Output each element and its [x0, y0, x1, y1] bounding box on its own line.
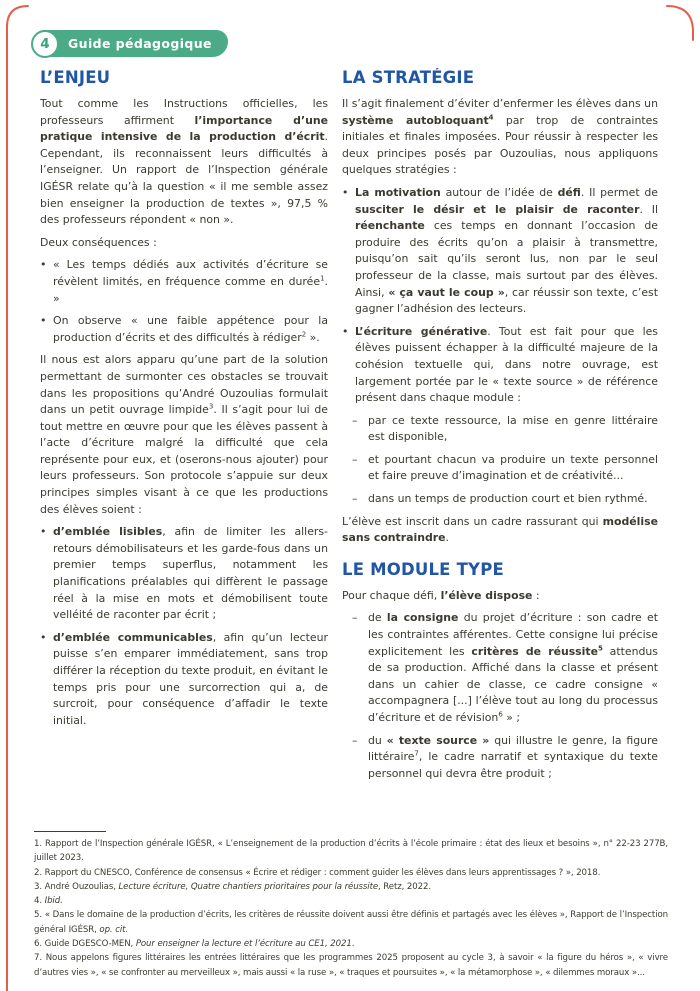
dash-item: – par ce texte ressource, la mise en genre littéraire est disponible,: [342, 413, 658, 446]
footnote-item: 2. Rapport du CNESCO, Conférence de consensus « Écrire et rédiger : comment guider les élèves dans leurs apprentissages ? », 2018.: [34, 867, 601, 878]
dash-item: – de la consigne du projet d’écriture : son cadre et les contraintes afférentes. Cette consigne lui précise explicitement les critères de réussite$^5$ attendus de sa production. Affiché dans la classe et présent dans un cahier de classe, ce cadre consigne « accompagnera [...] l’élève tout au long du processus d’écriture et de révision$^6$ » ;: [342, 610, 658, 726]
paragraph: Deux conséquences :: [40, 235, 157, 249]
dash-item: – et pourtant chacun va produire un texte personnel et faire preuve d’imagination et de créativité...: [342, 452, 658, 485]
section-title-module-type: LE MODULE TYPE: [342, 559, 504, 579]
column-right: [342, 68, 658, 826]
two-column-layout: [40, 68, 658, 826]
header-badge: [33, 30, 228, 57]
bullet-item: • « Les temps dédiés aux activités d’écriture se révèlent limités, en fréquence comme en durée$^1$. »: [40, 257, 328, 307]
dash-item: – dans un temps de production court et bien rythmé.: [342, 491, 658, 508]
dash-marker: –: [352, 733, 358, 747]
bullet-item: • d’emblée communicables, afin qu’un lecteur puisse s’en emparer immédiatement, sans trop différer la réception du texte produit, en évitant le temps pris pour une surcorrection qui a, de surcroit, pour conséquence d’affadir le texte initial.: [40, 630, 328, 730]
header-badge-label: Guide pédagogique: [68, 36, 212, 51]
section-title-strategie: LA STRATÉGIE: [342, 68, 475, 87]
footnote-item: 5. « Dans le domaine de la production d’écrits, les critères de réussite doivent aussi être définis et partagés avec les élèves », Rapport de l’Inspection général IGÉSR, op. cit.: [34, 910, 668, 935]
bullet-item: • La motivation autour de l’idée de défi. Il permet de susciter le désir et le plaisir de raconter. Il réenchante ces temps en donnant l’occasion de produire des écrits qu’on a plaisir à transmettre, puisqu’on sait qu’ils seront lus, non par le seul professeur de la classe, mais surtout par des élèves. Ainsi, « ça vaut le coup », car réussir son texte, c’est gagner l’adhésion des lecteurs.: [342, 185, 658, 318]
paragraph: Il nous est alors apparu qu’une part de la solution permettant de surmonter ces obstacles se trouvait dans les propositions qu’André Ouzoulias formulait dans un petit ouvrage limpide$^3$. Il s’agit pour lui de tout mettre en œuvre pour que les élèves passent à l’acte d’écriture malgré la difficulté que cela représente pour eux, et (oserons-nous ajouter) pour leurs professeurs. Son protocole s’appuie sur deux principes simples visant à ce que les productions des élèves soient :: [40, 353, 328, 516]
footnote-divider: [34, 831, 106, 832]
bullet-item: • d’emblée lisibles, afin de limiter les allers-retours démobilisateurs et les garde-fous dans un premier temps superflus, notamment les planifications préalables qui diffèrent le passage réel à la mise en mots et démobilisent toute velléité de raconter par écrit ;: [40, 524, 328, 624]
page-number-badge: 4: [31, 30, 59, 58]
dash-marker: –: [352, 492, 358, 506]
section-title-enjeu: L’ENJEU: [40, 68, 111, 87]
bullet-marker: •: [40, 314, 47, 328]
paragraph: Il s’agit finalement d’éviter d’enfermer les élèves dans un système autobloquant$^4$ par trop de contraintes initiales et finales imposées. Pour réussir à respecter les deux principes posés par Ouzoulias, nous appliquons quelques stratégies :: [342, 97, 658, 177]
bullet-marker: •: [342, 324, 349, 338]
dash-marker: –: [352, 452, 358, 466]
dash-item: – du « texte source » qui illustre le genre, la figure littéraire$^7$, le cadre narratif et syntaxique du texte personnel qui devra être produit ;: [342, 733, 658, 783]
bullet-marker: •: [40, 525, 47, 539]
footnote-item: 7. Nous appelons figures littéraires les entrées littéraires que les programmes 2025 proposent au cycle 3, à savoir « la figure du héros », « vivre d’autres vies », « se confronter au merveilleux », mais aussi « la ruse », « traques et poursuites », « la métamorphose », « dilemmes moraux »...: [34, 953, 668, 978]
footnote-item: 1. Rapport de l’Inspection générale IGÉSR, « L’enseignement de la production d’écrits à l’école primaire : état des lieux et besoins », n° 22-23 277B, juillet 2023.: [34, 839, 668, 864]
bullet-item: • L’écriture générative. Tout est fait pour que les élèves puissent échapper à la difficulté majeure de la cohésion textuelle qui, dans notre ouvrage, est largement portée par le « texte source » de référence présent dans chaque module :: [342, 324, 658, 407]
paragraph: L’élève est inscrit dans un cadre rassurant qui modélise sans contraindre.: [342, 514, 658, 545]
bullet-marker: •: [342, 185, 349, 199]
paragraph: Pour chaque défi, l’élève dispose :: [342, 588, 540, 602]
bullet-marker: •: [40, 258, 47, 272]
footnotes: [34, 831, 668, 980]
footnote-item: 6. Guide DGESCO-MEN, Pour enseigner la lecture et l’écriture au CE1, 2021.: [34, 939, 355, 950]
bullet-item: • On observe « une faible appétence pour la production d’écrits et des difficultés à rédiger$^2$ ».: [40, 313, 328, 346]
dash-marker: –: [352, 413, 358, 427]
paragraph: Tout comme les Instructions officielles, les professeurs affirment l’importance d’une pratique intensive de la production d’écrit. Cependant, ils reconnaissent leurs difficultés à l’enseigner. Un rapport de l’Inspection générale IGÉSR relate qu’à la question « il me semble assez bien enseigner la production de textes », 97,5 % des professeurs répondent « non ».: [40, 97, 328, 227]
dash-marker: –: [352, 611, 358, 625]
header-badge-pill: [33, 30, 228, 57]
footnote-item: 3. André Ouzoulias, Lecture écriture, Quatre chantiers prioritaires pour la réussite, Retz, 2022.: [34, 881, 432, 892]
bullet-marker: •: [40, 630, 47, 644]
column-left: [40, 68, 328, 826]
footnote-item: 4. Ibid.: [34, 896, 63, 907]
